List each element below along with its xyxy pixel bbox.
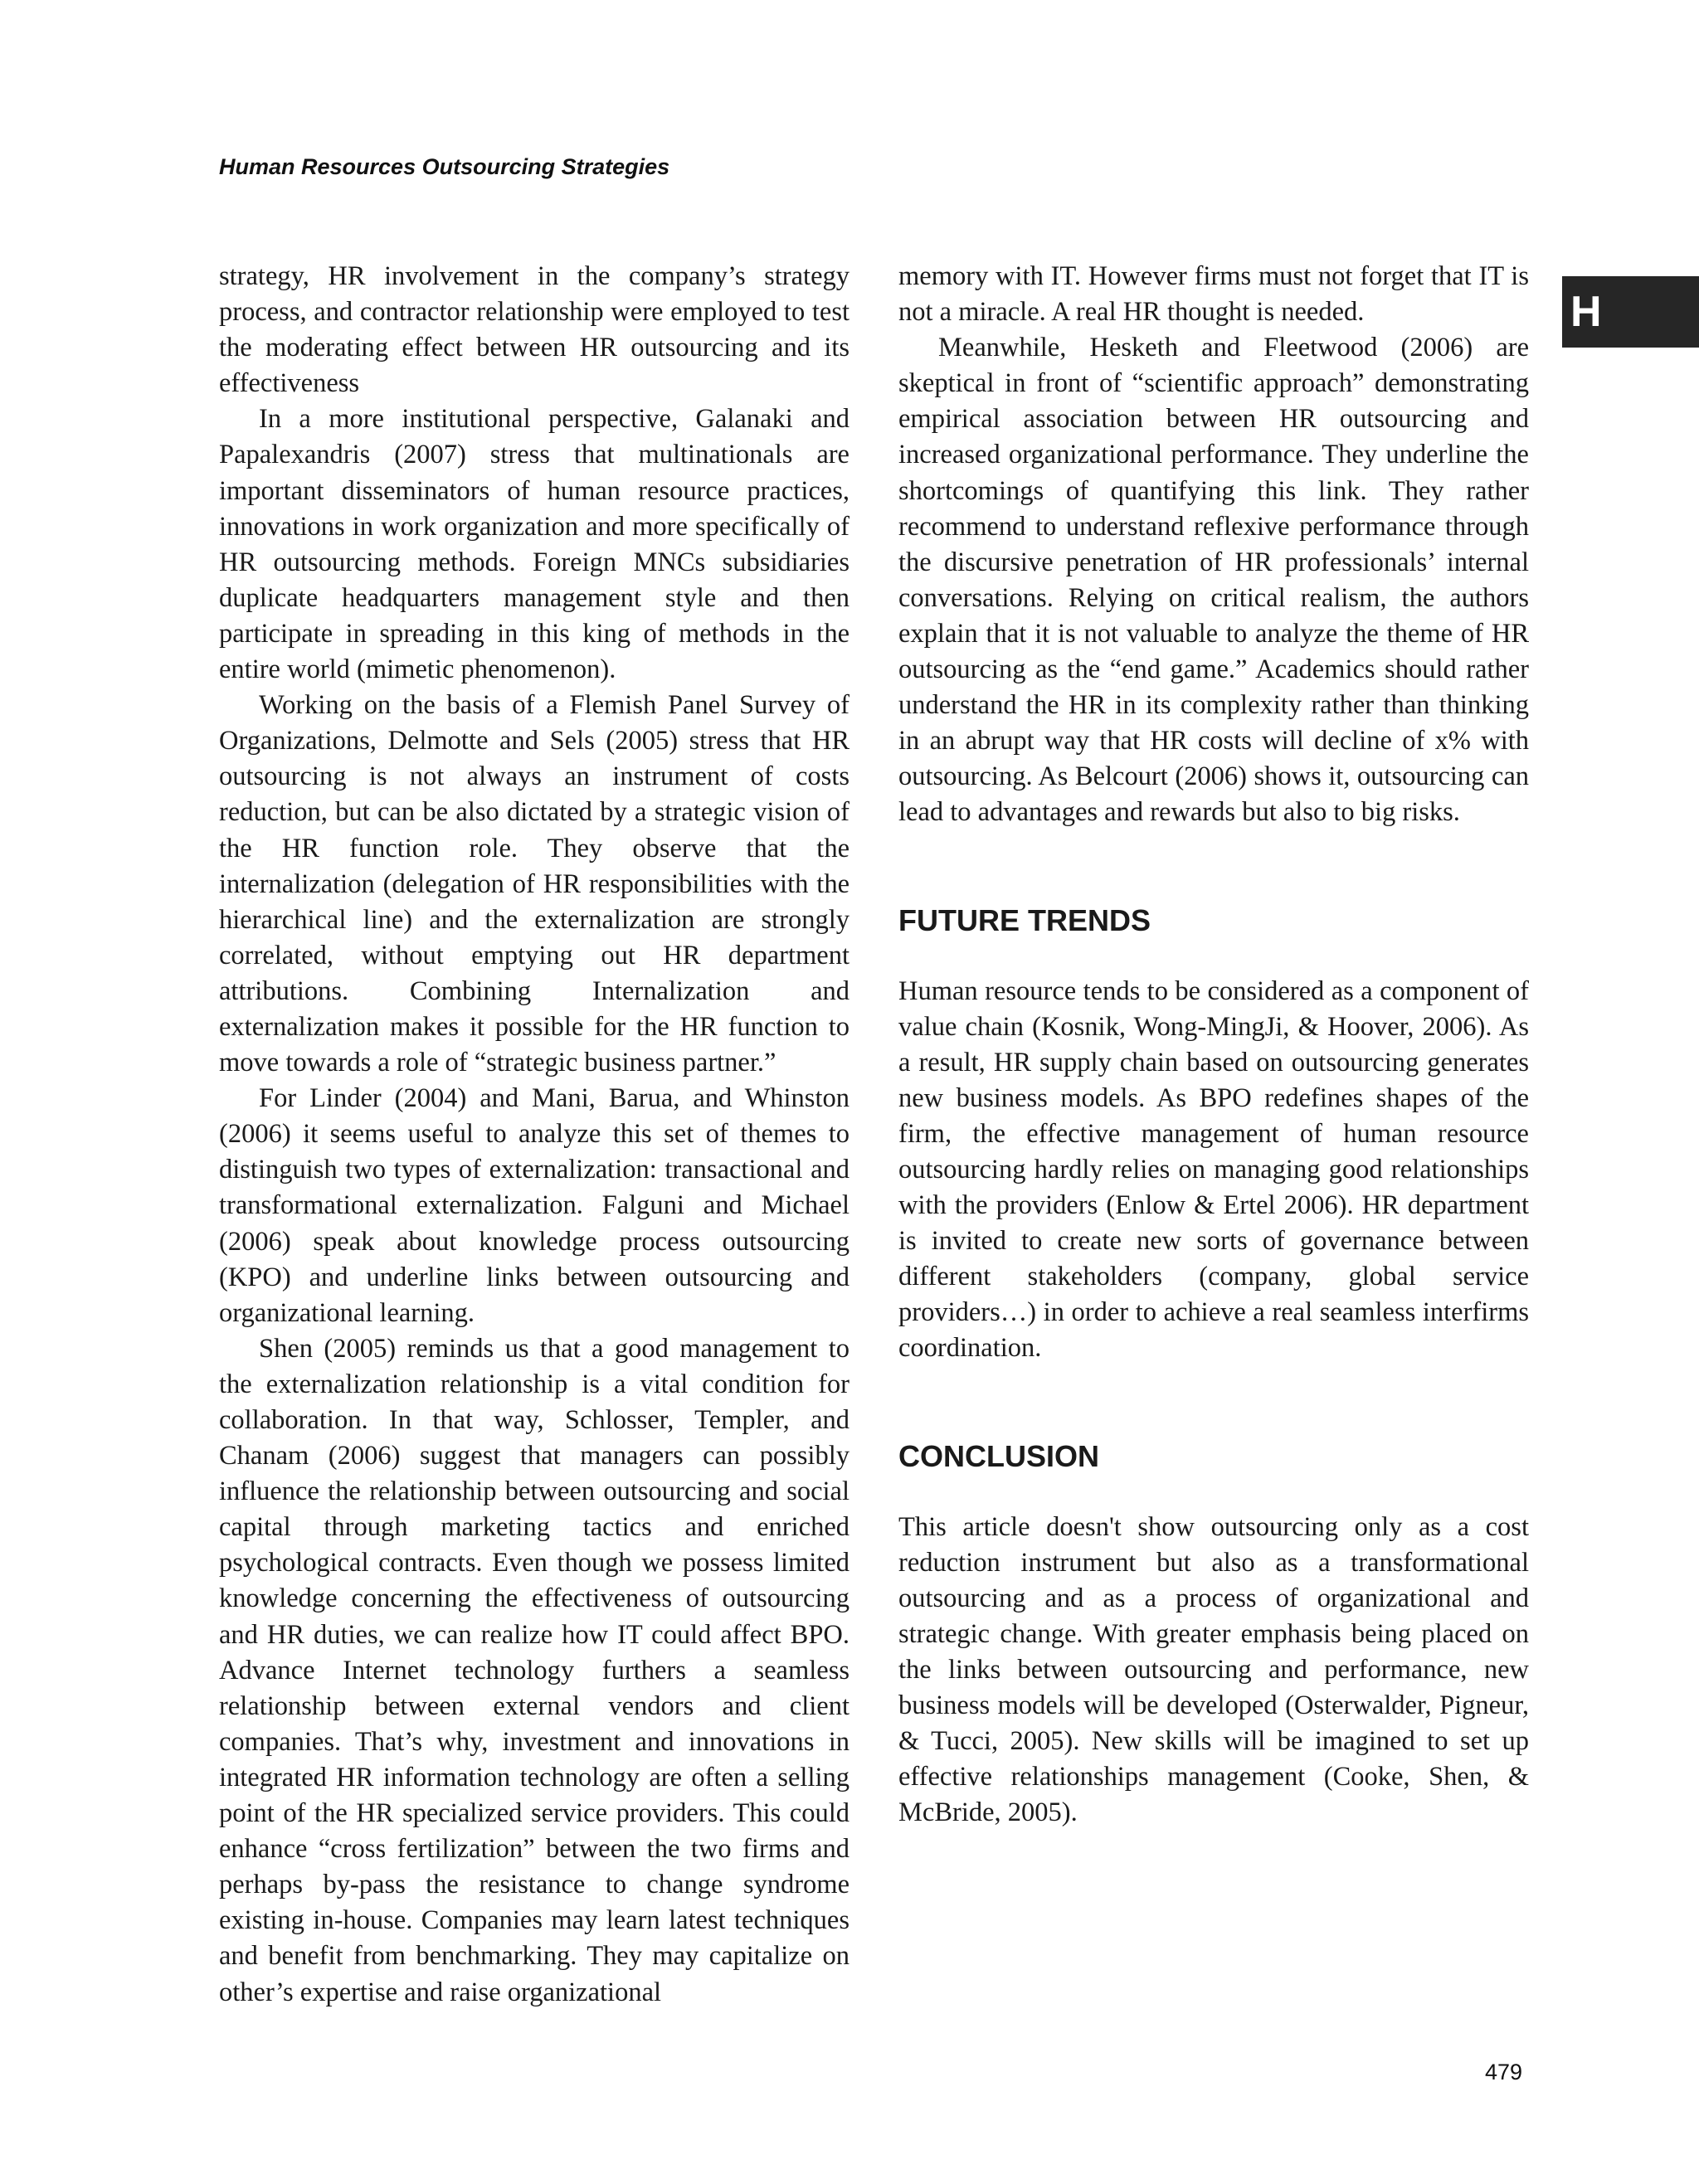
page-number: 479 xyxy=(1485,2060,1523,2084)
left-column xyxy=(219,259,850,2011)
future-trends-heading: FUTURE TRENDS xyxy=(898,902,1151,937)
section-tab-marker: H xyxy=(1562,276,1699,348)
conclusion-heading: CONCLUSION xyxy=(898,1438,1099,1473)
right-column xyxy=(898,259,1529,1831)
left-paragraph-5: Shen (2005) reminds us that a good management to the externalization relationship is a vital condition for collaboration. In that way, Schlosser, Templer, and Chanam (2006) suggest that managers can possibly influence the relationship between outsourcing and social capital through marketing tactics and enriched psychological contracts. Even though we possess limited knowledge concerning the effectiveness of outsourcing and HR duties, we can realize how IT could affect BPO. Advance Internet technology furthers a seamless relationship between external vendors and client companies. That’s why, investment and innovations in integrated HR information technology are often a selling point of the HR specialized service providers. This could enhance “cross fertilization” between the two firms and perhaps by-pass the resistance to change syndrome existing in-house. Companies may learn latest techniques and benefit from benchmarking. They may capitalize on other’s expertise and raise organizational xyxy=(219,1333,850,2007)
left-paragraph-4: For Linder (2004) and Mani, Barua, and Whinston (2006) it seems useful to analyze this set of themes to distinguish two types of externalization: transactional and transformational externalization. Falguni and Michael (2006) speak about knowledge process outsourcing (KPO) and underline links between outsourcing and organizational learning. xyxy=(219,1083,850,1328)
left-paragraph-3: Working on the basis of a Flemish Panel Survey of Organizations, Delmotte and Sels (2005) stress that HR outsourcing is not always an instrument of costs reduction, but can be also dictated by a strategic vision of the HR function role. They observe that the internalization (delegation of HR responsibilities with the hierarchical line) and the externalization are strongly correlated, without emptying out HR department attributions. Combining Internalization and externalization makes it possible for the HR function to move towards a role of “strategic business partner.” xyxy=(219,690,850,1078)
running-head: Human Resources Outsourcing Strategies xyxy=(219,154,670,179)
left-paragraph-2: In a more institutional perspective, Galanaki and Papalexandris (2007) stress that multinationals are important disseminators of human resource practices, innovations in work organization and more specifically of HR outsourcing methods. Foreign MNCs subsidiaries duplicate headquarters management style and then participate in spreading in this king of methods in the entire world (mimetic phenomenon). xyxy=(219,404,850,685)
future-trends-paragraph: Human resource tends to be considered as a component of value chain (Kosnik, Wong-MingJi, & Hoover, 2006). As a result, HR supply chain based on outsourcing generates new business models. As BPO redefines shapes of the firm, the effective management of human resource outsourcing hardly relies on managing good relationships with the providers (Enlow & Ertel 2006). HR department is invited to create new sorts of governance between different stakeholders (company, global service providers…) in order to achieve a real seamless interfirms coordination. xyxy=(898,975,1529,1364)
conclusion-paragraph: This article doesn't show outsourcing only as a cost reduction instrument but also as a transformational outsourcing and as a process of organizational and strategic change. With greater emphasis being placed on the links between outsourcing and performance, new business models will be developed (Osterwalder, Pigneur, & Tucci, 2005). New skills will be imagined to set up effective relationships management (Cooke, Shen, & McBride, 2005). xyxy=(898,1511,1529,1828)
right-paragraph-1: memory with IT. However firms must not forget that IT is not a miracle. A real HR thought is needed. xyxy=(898,261,1529,328)
right-paragraph-2: Meanwhile, Hesketh and Fleetwood (2006) are skeptical in front of “scientific approach” demonstrating empirical association between HR outsourcing and increased organizational performance. They underline the shortcomings of quantifying this link. They rather recommend to understand reflexive performance through the discursive penetration of HR professionals’ internal conversations. Relying on critical realism, the authors explain that it is not valuable to analyze the theme of HR outsourcing as the “end game.” Academics should rather understand the HR in its complexity rather than thinking in an abrupt way that HR costs will decline of x% with outsourcing. As Belcourt (2006) shows it, outsourcing can lead to advantages and rewards but also to big risks. xyxy=(898,333,1529,828)
left-paragraph-1: strategy, HR involvement in the company’s strategy process, and contractor relationship were employed to test the moderating effect between HR outsourcing and its effectiveness xyxy=(219,261,850,399)
